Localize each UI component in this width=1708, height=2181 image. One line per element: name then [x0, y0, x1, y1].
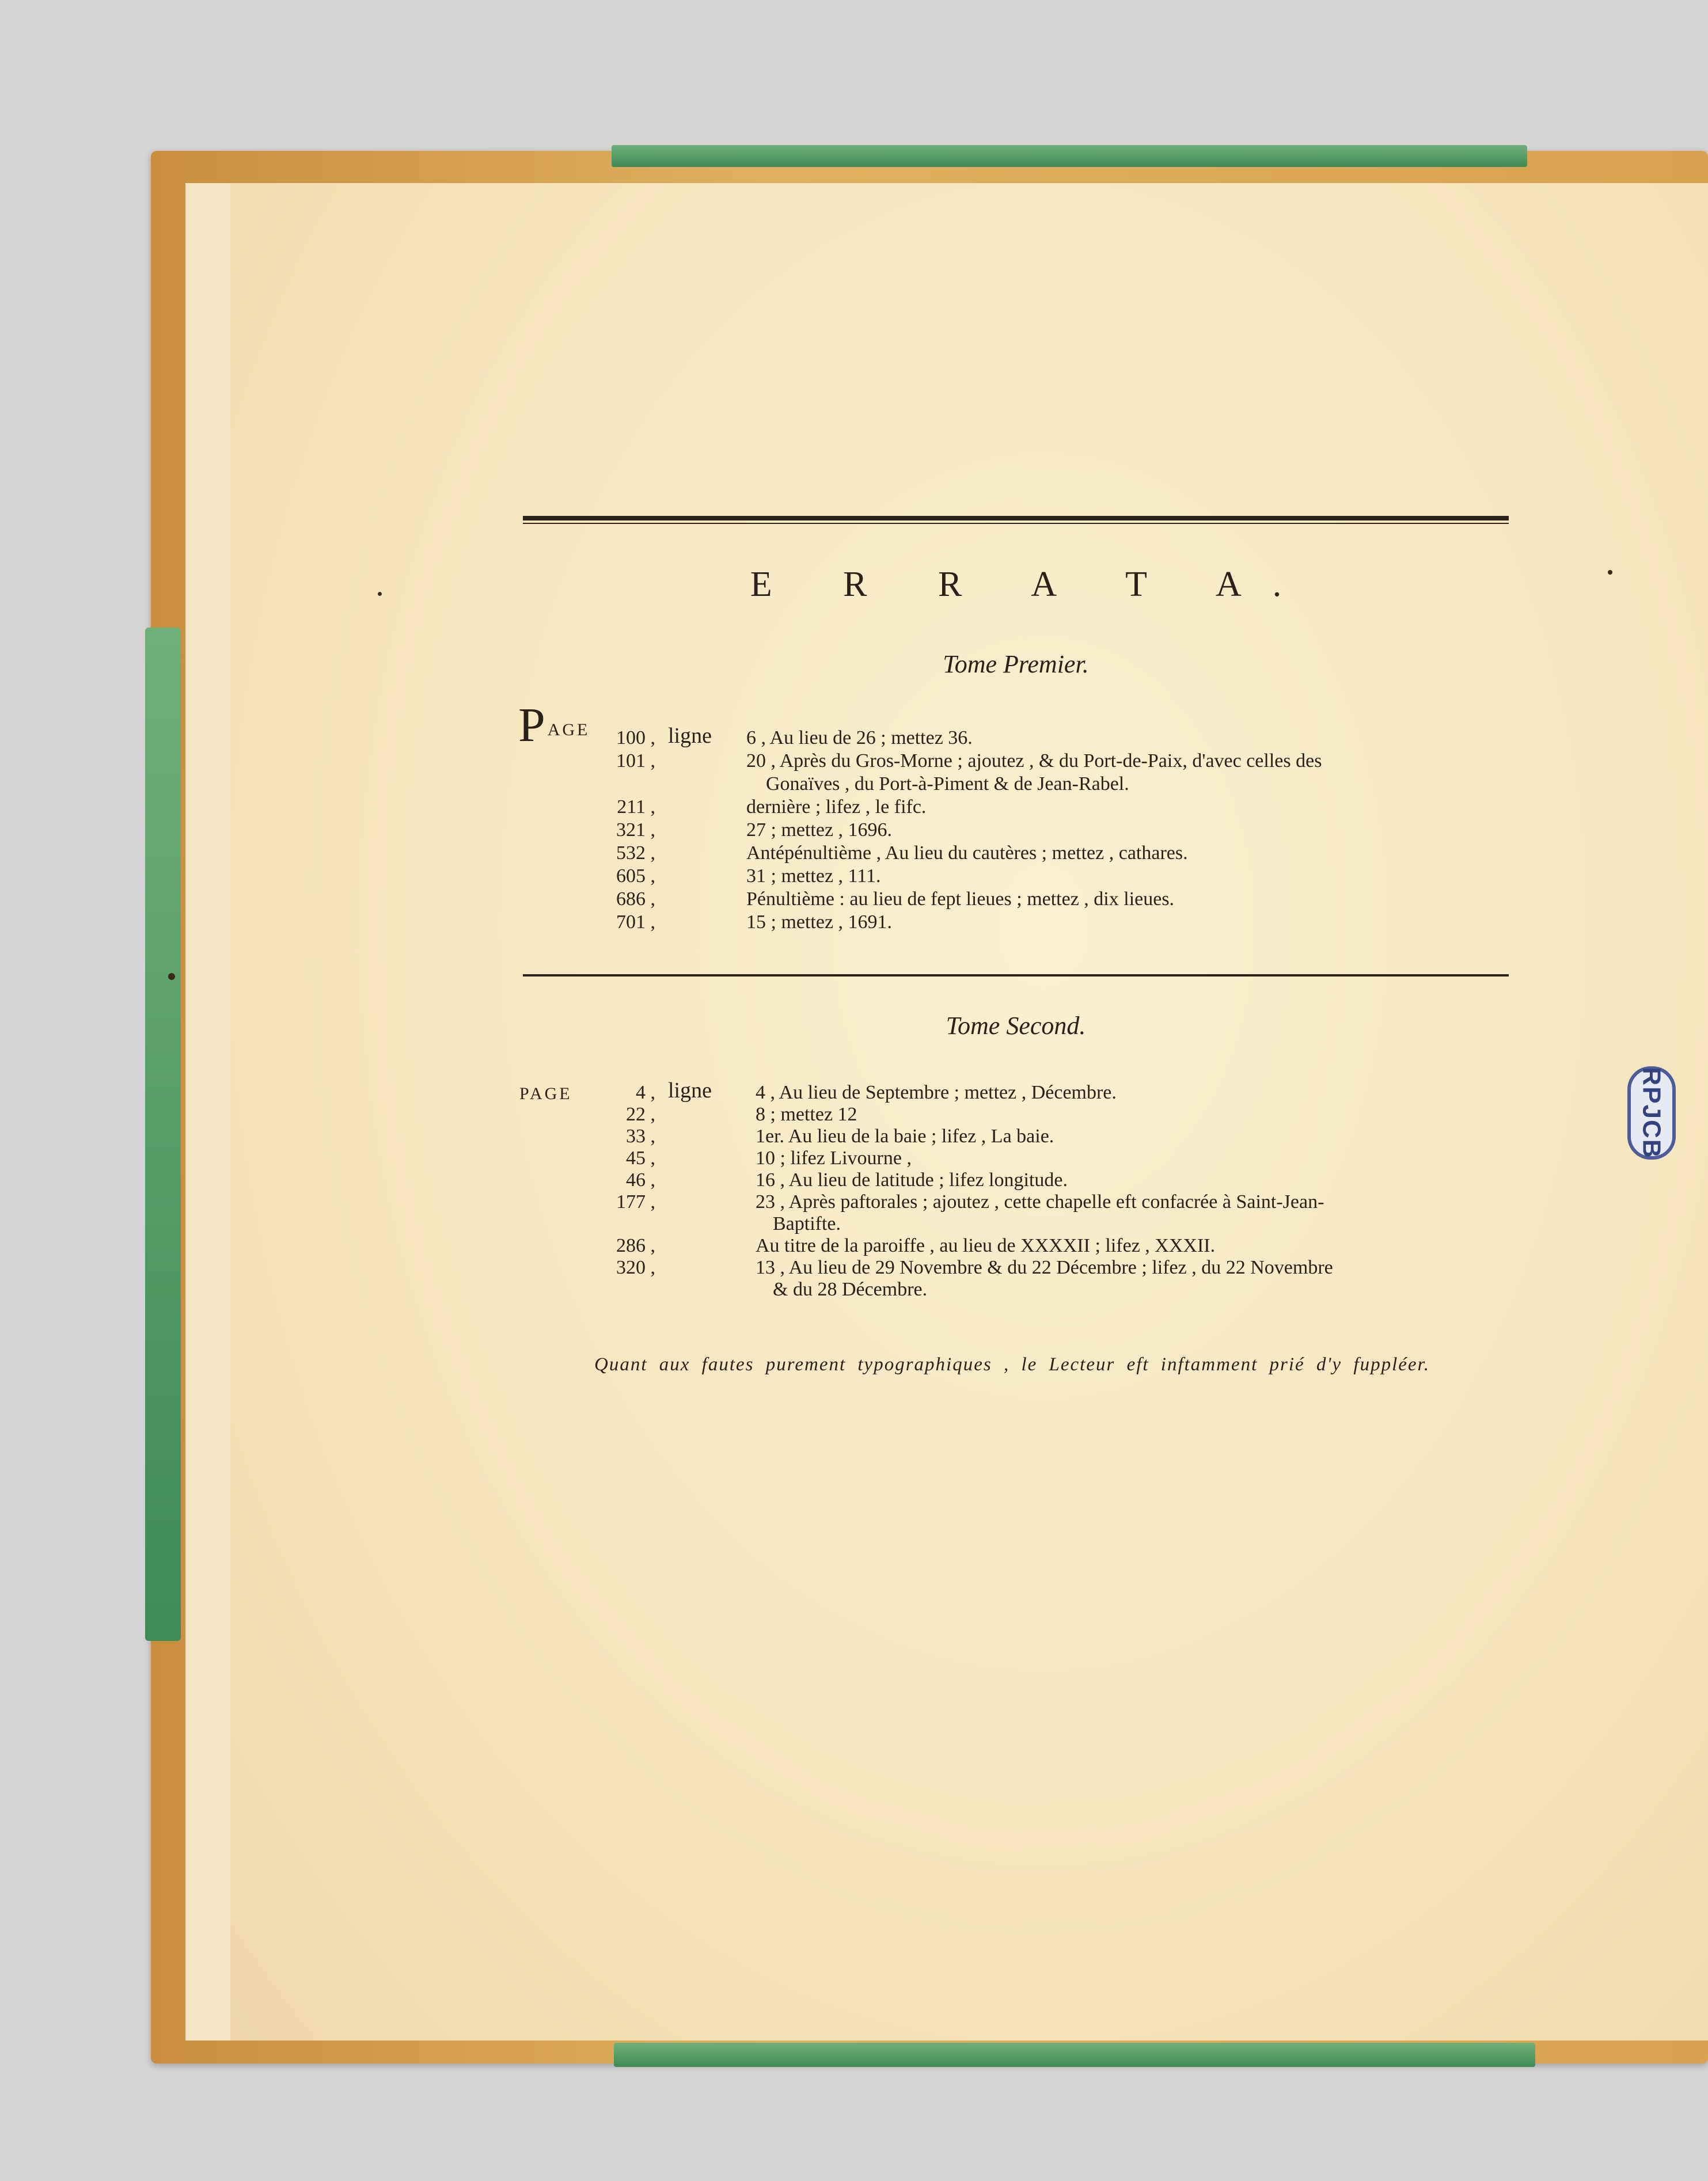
- errata-page: [230, 183, 1708, 2041]
- errata-heading: E R R A T A.: [750, 565, 1313, 604]
- errata-page-number: 4 ,: [636, 1082, 655, 1103]
- library-stamp: [1627, 1066, 1676, 1160]
- errata-correction: 20 , Après du Gros-Morne ; ajoutez , & du Port-de-Paix, d'avec celles des: [746, 750, 1322, 772]
- errata-page-number: 605 ,: [616, 865, 655, 887]
- errata-page-number: 177 ,: [616, 1191, 655, 1213]
- tome-second-heading: Tome Second.: [946, 1012, 1086, 1040]
- errata-correction: Antépénultième , Au lieu du cautères ; mettez , cathares.: [746, 842, 1188, 864]
- errata-correction: Baptifte.: [773, 1213, 841, 1234]
- ligne-label: ligne: [668, 1078, 712, 1103]
- errata-correction: 10 ; lifez Livourne ,: [756, 1148, 912, 1169]
- errata-correction: 13 , Au lieu de 29 Novembre & du 22 Décembre ; lifez , du 22 Novembre: [756, 1257, 1333, 1278]
- cover-green-tape-top: [612, 145, 1527, 167]
- ink-speck: [378, 592, 382, 596]
- errata-page-number: 22 ,: [626, 1104, 655, 1125]
- errata-page-number: 46 ,: [626, 1169, 655, 1191]
- errata-page-number: 45 ,: [626, 1148, 655, 1169]
- tome-premier-heading: Tome Premier.: [943, 650, 1089, 678]
- errata-correction: Au titre de la paroiffe , au lieu de XXXXII ; lifez , XXXII.: [756, 1235, 1216, 1256]
- top-rule: [523, 516, 1509, 524]
- errata-correction: 31 ; mettez , 111.: [746, 865, 881, 887]
- typography-note: Quant aux fautes purement typographiques , le Lecteur eft inftamment prié d'y fuppléer.: [594, 1354, 1430, 1375]
- errata-page-number: 532 ,: [616, 842, 655, 864]
- errata-page-number: 101 ,: [616, 750, 655, 772]
- errata-page-number: 211 ,: [617, 796, 655, 818]
- page-label: PAGE: [518, 698, 590, 752]
- errata-correction: Pénultième : au lieu de fept lieues ; mettez , dix lieues.: [746, 888, 1175, 910]
- errata-page-number: 320 ,: [616, 1257, 655, 1278]
- ink-speck: [1608, 570, 1612, 575]
- errata-correction: Gonaïves , du Port-à-Piment & de Jean-Rabel.: [766, 773, 1129, 795]
- errata-page-number: 33 ,: [626, 1126, 655, 1147]
- cover-green-tape-bottom: [614, 2043, 1535, 2067]
- errata-correction: 6 , Au lieu de 26 ; mettez 36.: [746, 727, 973, 748]
- errata-page-number: 321 ,: [616, 819, 655, 841]
- errata-correction: 23 , Après paftorales ; ajoutez , cette chapelle eft confacrée à Saint-Jean-: [756, 1191, 1324, 1213]
- errata-page-number: 100 ,: [616, 727, 655, 748]
- cover-green-tape-left: [145, 628, 181, 1641]
- errata-page-number: 701 ,: [616, 911, 655, 933]
- errata-correction: dernière ; lifez , le fifc.: [746, 796, 927, 818]
- errata-correction: 4 , Au lieu de Septembre ; mettez , Décembre.: [756, 1082, 1117, 1103]
- errata-correction: 27 ; mettez , 1696.: [746, 819, 893, 841]
- errata-correction: 8 ; mettez 12: [756, 1104, 857, 1125]
- errata-page-number: 286 ,: [616, 1235, 655, 1256]
- errata-correction: & du 28 Décembre.: [773, 1279, 928, 1300]
- errata-correction: 15 ; mettez , 1691.: [746, 911, 893, 933]
- ligne-label: ligne: [668, 724, 712, 748]
- ink-speck: [168, 973, 175, 980]
- library-stamp-text: RPJCB: [1638, 1067, 1666, 1159]
- errata-correction: 16 , Au lieu de latitude ; lifez longitude.: [756, 1169, 1068, 1191]
- errata-correction: 1er. Au lieu de la baie ; lifez , La baie.: [756, 1126, 1054, 1147]
- errata-page-number: 686 ,: [616, 888, 655, 910]
- section-rule: [523, 974, 1509, 976]
- page-label: PAGE: [519, 1084, 572, 1103]
